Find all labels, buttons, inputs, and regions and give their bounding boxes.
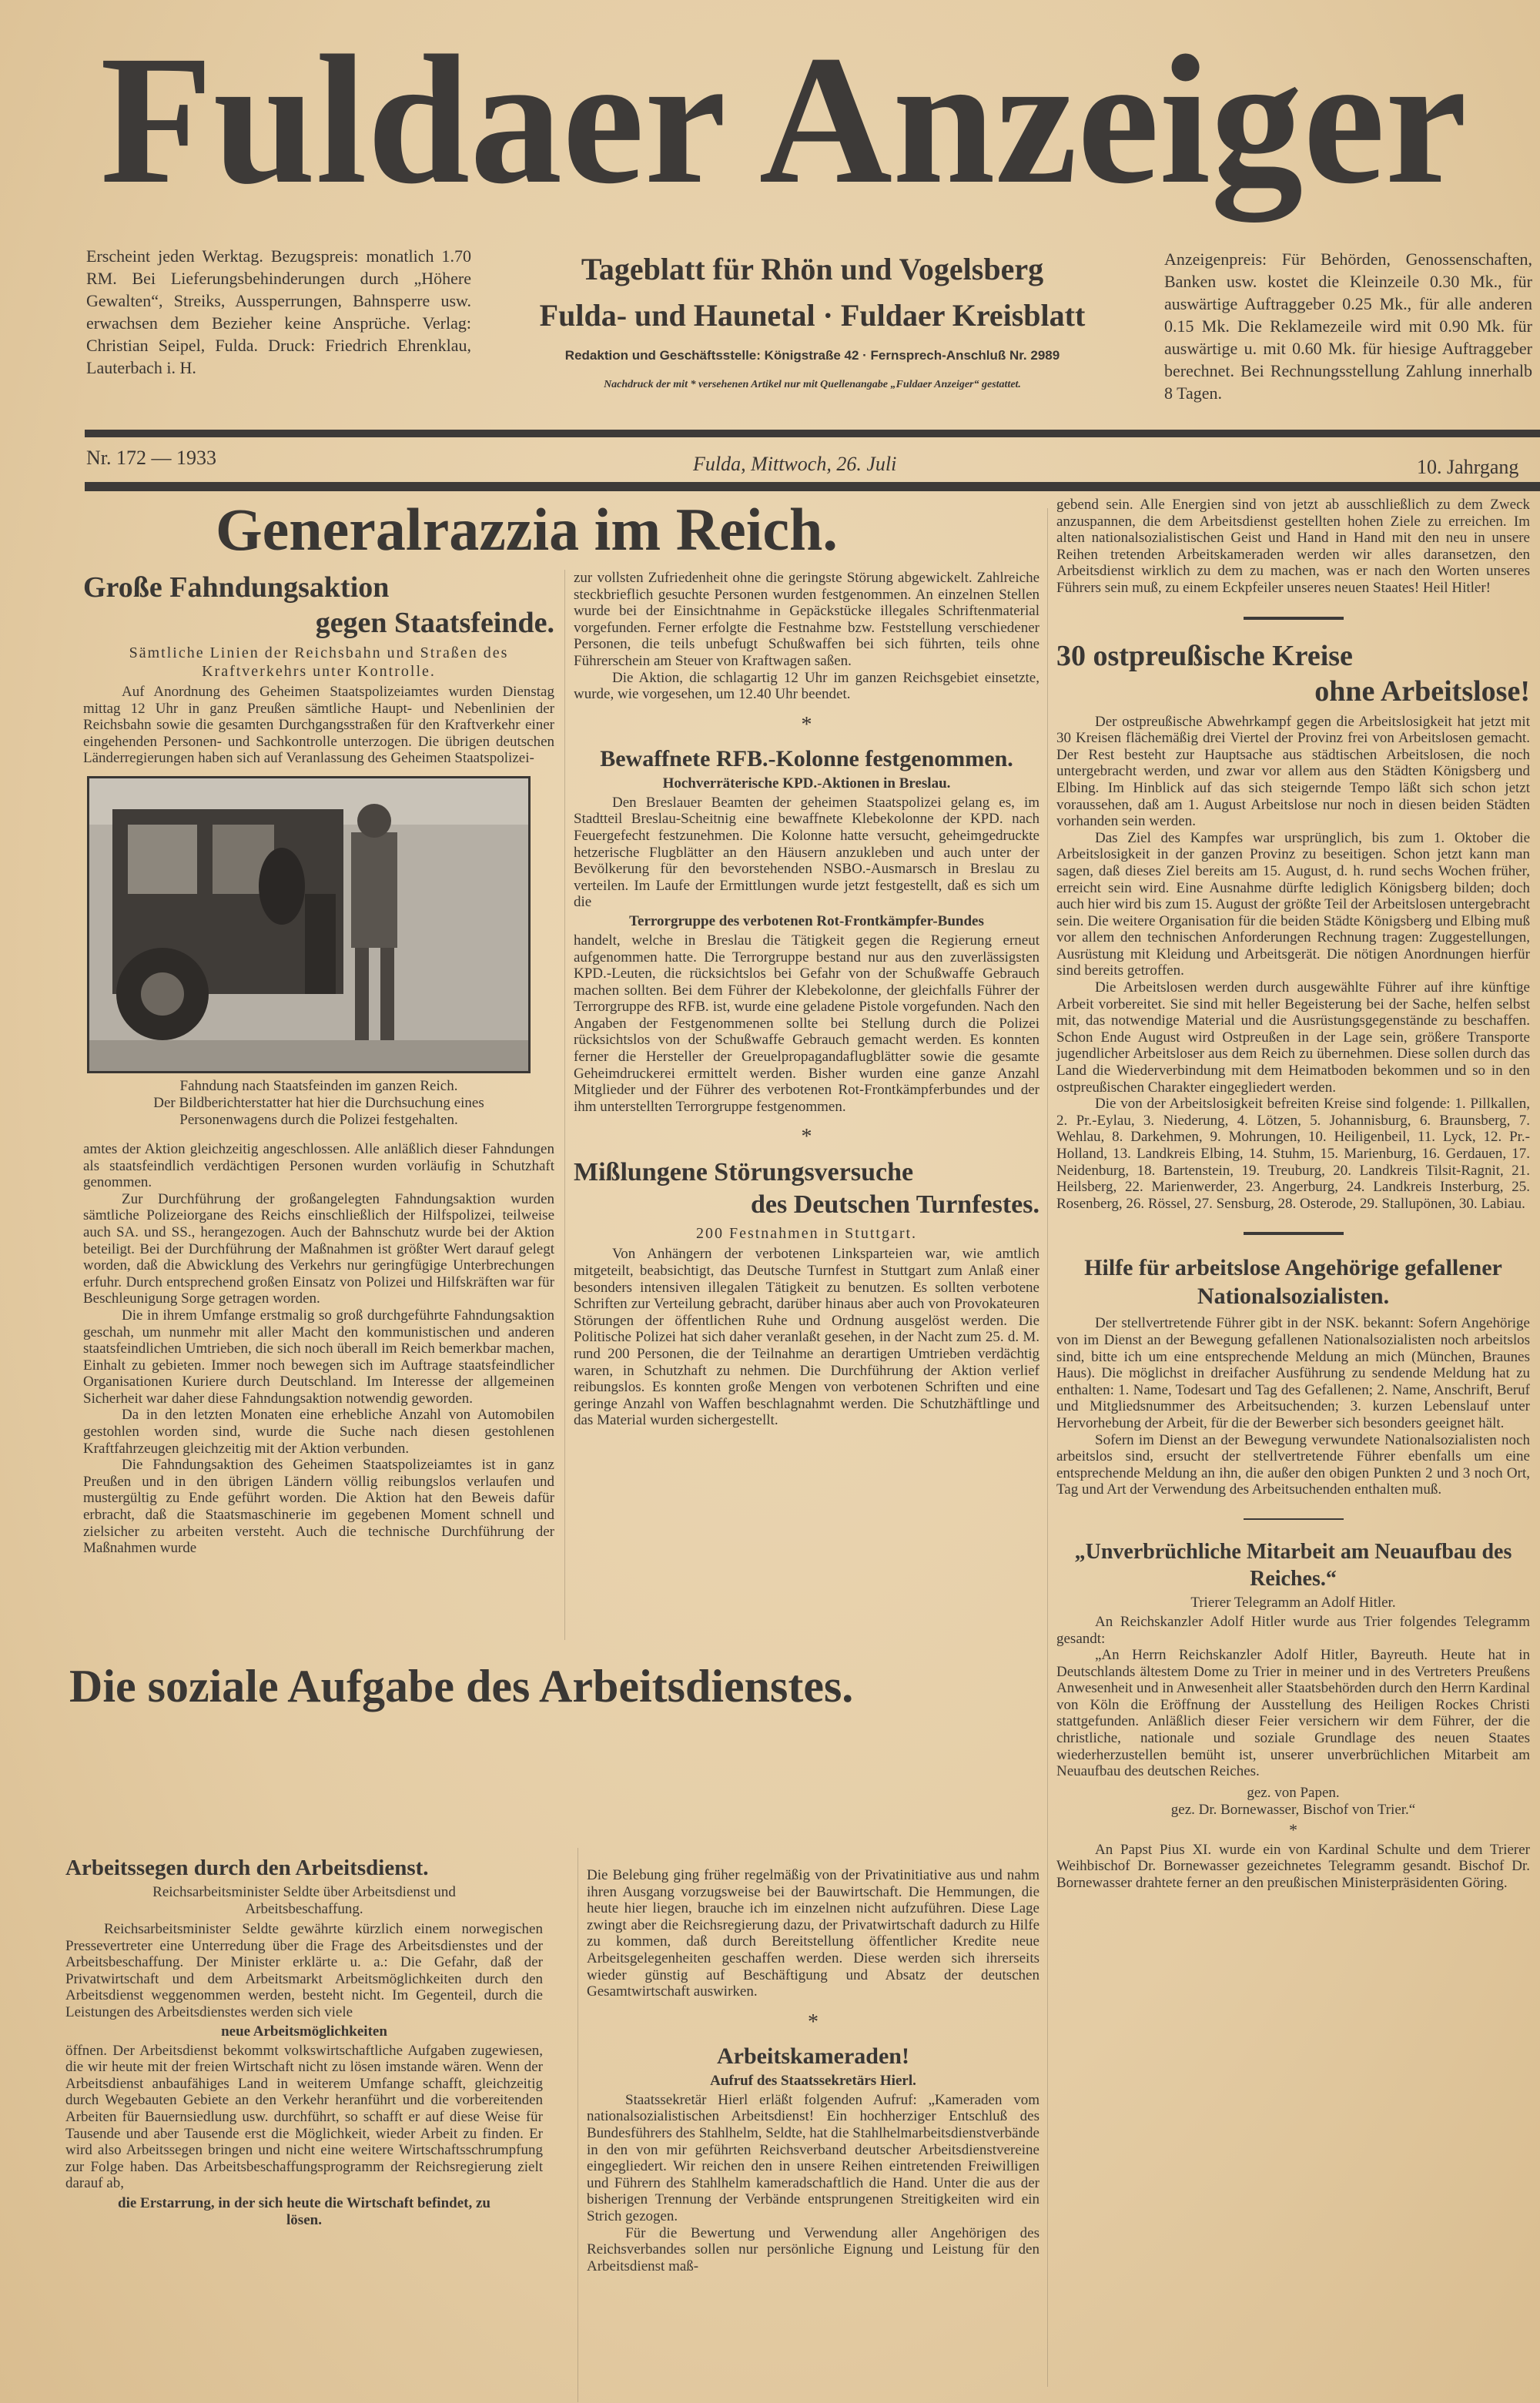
ad-prices-info: Anzeigenpreis: Für Behörden, Genossenschaften, Banken usw. kostet die Kleinzeile 0.30 Mk., für auswärtige Auftraggeber 0.25 Mk., für alle anderen 0.15 Mk. Die Reklamezeile wird mit 0.90 Mk. für auswärtige u. mit 0.60 Mk. für hiesige Auftraggeber berechnet. Bei Rechnungsstellung Zahlung innerhalb 8 Tagen.: [1164, 249, 1532, 403]
turnfest-headline-2: des Deutschen Turnfestes.: [751, 1190, 1040, 1220]
bottom-middle-column: [587, 1867, 1040, 2274]
arbeitssegen-subheading: neue Arbeitsmöglichkeiten: [221, 2023, 387, 2040]
separator-star: *: [801, 1125, 812, 1150]
dateline-rule: [85, 482, 1540, 491]
subtitle-line-1: Tageblatt für Rhön und Vogelsberg: [581, 252, 1044, 286]
kameraden-text: Staatssekretär Hierl erläßt folgenden Aufruf: „Kameraden vom nationalsozialistischen Arbeitsdienst! Ein hochherziger Entschluß des Bundesführers des Stahlhelm, Seldte, hat die Stahlhelmarbeitsdienstverbände in den von mir geführten Reichsverband deutscher Arbeitsdienstvereine eingegliedert. Wir reichen den in unsere Reihen eintretenden Freiwilligen und Führern des Stahlhelm kameradschaftlich die Hand. Unter die aus der bisherigen Trennung der Verbände entsprungenen Streitigkeiten wird ein Strich gezogen. Für die Bewertung und Verwendung aller Angehörigen des Reichsverbandes sollen nur persönliche Eignung und Leistung für den Arbeitsdienst maß-: [587, 2091, 1040, 2274]
subscription-info: Erscheint jeden Werktag. Bezugspreis: monatlich 1.70 RM. Bei Lieferungsbehinderungen durch „Höhere Gewalten“, Streiks, Aussperrungen, Bahnsperre usw. erwachsen dem Bezieher keine Ansprüche. Verlag: Christian Seipel, Fulda. Druck: Friedrich Ehrenklau, Lauterbach i. H.: [86, 246, 471, 377]
right-column: [1056, 497, 1530, 1892]
arbeitssegen-text-end: Die Belebung ging früher regelmäßig von der Privatinitiative aus und nahm ihren Ausgang vorzugsweise bei der Bauwirtschaft. Die Hemmungen, die heute hier liegen, brauche ich im einzelnen nicht aufzuführen. Diese Lage zwingt aber die Reichsregierung dazu, der Privatwirtschaft dadurch zu Hilfe zu kommen, daß durch Bereitstellung öffentlicher Kredite neue Arbeitsgelegenheiten geschaffen werden. Diese werden sich ihrerseits wieder günstig auf Beschäftigung und Absatz der deutschen Gesamtwirtschaft auswirken.: [587, 1867, 1040, 2000]
turnfest-headline-1: Mißlungene Störungsversuche: [574, 1158, 914, 1187]
column-divider: [564, 570, 565, 1640]
arbeitssegen-text: Reichsarbeitsminister Seldte gewährte kürzlich einem norwegischen Pressevertreter eine Unterredung über die Frage des Arbeitsdienstes und der Arbeitsbeschaffung. Der Minister erklärte u. a.: Die Gefahr, daß der Privatwirtschaft und dem Arbeitsmarkt Arbeitsmöglichkeiten durch den Arbeitsdienst weggenommen werden, besteht nicht. Im Gegenteil, durch die Leistungen des Arbeitsdienstes werden sich viele: [65, 1921, 543, 2020]
rfb-lead: Hochverräterische KPD.-Aktionen in Breslau.: [662, 775, 951, 792]
volume-number: 10. Jahrgang: [1417, 456, 1519, 478]
masthead-rule: [85, 430, 1540, 437]
ostpreussen-text: Der ostpreußische Abwehrkampf gegen die Arbeitslosigkeit hat jetzt mit 30 Kreisen flächemäßig drei Viertel der Provinz frei von Arbeitslosen gemacht. Der Rest besteht zur Hauptsache aus städtischen Arbeitslosen, die noch untergebracht werden, und zwar vor allem aus den Städten Königsberg und Elbing. Im Hinblick auf das sich steigernde Tempo läßt sich schon jetzt voraussehen, daß am 1. August Arbeitslose nur noch in diesen beiden Städten vorhanden sein werden. Das Ziel des Kampfes war ursprünglich, bis zum 1. Oktober die Arbeitslosigkeit in der ganzen Provinz zu beseitigen. Schon jetzt kann man sagen, daß dieses Ziel bereits am 15. August, d. h. rund sechs Wochen früher, erreicht sein wird. Eine Ausnahme dürfte lediglich Königsberg bilden; doch auch hier wird bis zum 15. August der größte Teil der Arbeitslosen untergebracht sein. Die weitere Organisation für die beiden Städte Königsberg und Elbing muß vor allem den technischen Anforderungen Rechnung tragen: Zuggestellungen, Ausrüstung mit Kleidung und Arbeitsgerät. Die nötigen Anordnungen hierfür sind bereits getroffen. Die Arbeitslosen werden durch ausgewählte Führer auf ihre künftige Arbeit vorbereitet. Sie sind mit heller Begeisterung bei der Sache, helfen selbst mit, das notwendige Material und die Ausrüstungsgegenstände zu beschaffen. Schon Ende August wird Ostpreußen in der Lage sein, größere Transporte jugendlicher Arbeitsloser aus dem Reich zu übernehmen. Diese sollen durch das Land die Wiederverbindung mit dem Heimatboden bekommen und so in den ostpreußischen Charakter eingegliedert werden. Die von der Arbeitslosigkeit befreiten Kreise sind folgende: 1. Pillkallen, 2. Pr.-Eylau, 3. Niederung, 4. Lötzen, 5. Johannisburg, 6. Braunsberg, 7. Wehlau, 8. Darkehmen, 9. Mohrungen, 10. Heiligenbeil, 11. Lyck, 12. Pr.-Holland, 13. Landkreis Elbing, 14. Stuhm, 15. Marienburg, 16. Gerdauen, 17. Neidenburg, 18. Bartenstein, 19. Treuburg, 20. Landkreis Tilsit-Ragnit, 21. Heilsberg, 22. Marienwerder, 23. Angerburg, 24. Landkreis Insterburg, 25. Rosenberg, 26. Rössel, 27. Sensburg, 28. Osterode, 29. Stallupönen, 30. Labiau.: [1056, 713, 1530, 1212]
hierl-appeal-end: gebend sein. Alle Energien sind von jetzt ab ausschließlich zu dem Zweck anzuspannen, die dem Arbeitsdienst gestellten hohen Ziele zu erreichen. Im alten nationalsozialistischen Geist und Hand in Hand mit den neu in unsere Reihen tretenden Arbeitskameraden werden wir alles daransetzen, den Arbeitsdienst wirklich zu dem zu machen, was er nach den Worten unseres Führers sein muß, zu einem Eckpfeiler unseres neuen Staates! Heil Hitler!: [1056, 497, 1530, 596]
divider-rule: [1244, 1232, 1344, 1235]
razzia-lead: Sämtliche Linien der Reichsbahn und Straßen des Kraftverkehrs unter Kontrolle.: [129, 644, 509, 680]
middle-column: [574, 570, 1040, 1429]
arbeitssegen-lead: Reichsarbeitsminister Seldte über Arbeitsdienst und Arbeitsbeschaffung.: [152, 1884, 456, 1917]
razzia-text-end: zur vollsten Zufriedenheit ohne die geringste Störung abgewickelt. Zahlreiche steckbrieflich gesuchte Personen wurden festgenommen. An einzelnen Stellen wurde bei der Einsichtnahme in Gepäckstücke illegales Schriftenmaterial vorgefunden. Ferner erfolgte die Festnahme bzw. Feststellung verschiedener Personen, die teils unbefugt Schußwaffen bei sich führten, teils ohne Führerschein am Steuer von Kraftwagen saßen. Die Aktion, die schlagartig 12 Uhr im ganzen Reichsgebiet einsetzte, wurde, wie vorgesehen, um 12.40 Uhr beendet.: [574, 570, 1040, 703]
news-photo: [87, 776, 531, 1073]
razzia-text-continued: amtes der Aktion gleichzeitig angeschlossen. Alle anläßlich dieser Fahndungen als staatsfeindlich verdächtigen Personen wurden vorläufig in Schutzhaft genommen. Zur Durchführung der großangelegten Fahndungsaktion wurden sämtliche Polizeiorgane des Reichs einschließlich der Hilfspolizei, teilweise auch SA. und SS., herangezogen. Auch der Bahnschutz wurde bei der Aktion beteiligt. Bei der Durchführung der Maßnahmen ist größter Wert darauf gelegt worden, daß die Abwicklung des Verkehrs nur geringfügige Unterbrechungen erfuhr. Durch entsprechend großen Einsatz von Polizei und Hilfskräften war für Beschleunigung Sorge getragen worden. Die in ihrem Umfange erstmalig so groß durchgeführte Fahndungsaktion geschah, um nunmehr mit aller Macht den kommunistischen und anderen staatsfeindlichen Umtrieben, die sich noch überall im Reich bemerkbar machen, Einhalt zu gebieten. Immer noch bewegen sich im Auftrage staatsfeindlicher Organisationen Kuriere durch Deutschland. Im Interesse der allgemeinen Sicherheit war daher diese Fahndungsaktion notwendig geworden. Da in den letzten Monaten eine erhebliche Anzahl von Automobilen gestohlen worden sind, wurde die Suche nach diesen gestohlenen Kraftfahrzeugen gleichzeitig mit der Aktion verbunden. Die Fahndungsaktion des Geheimen Staatspolizeiamtes ist in ganz Preußen und in den übrigen Ländern völlig reibungslos verlaufen und mustergültig zu Ende geführt worden. Die Aktion hat den Beweis dafür erbracht, daß die Staatsmaschinerie im gegebenen Moment schnell und zielsicher zu arbeiten versteht. Auch die technische Durchführung der Maßnahmen wurde: [83, 1140, 554, 1557]
address-line: Redaktion und Geschäftsstelle: Königstraße 42 · Fernsprech-Anschluß Nr. 2989: [564, 348, 1060, 363]
signature-papen: gez. von Papen.: [1247, 1784, 1340, 1801]
arbeitssegen-headline: Arbeitssegen durch den Arbeitsdienst.: [65, 1856, 429, 1880]
trier-text: An Reichskanzler Adolf Hitler wurde aus Trier folgendes Telegramm gesandt: „An Herrn Reichskanzler Adolf Hitler, Bayreuth. Heute hat in Deutschlands ältestem Dome zu Trier in meiner und in des Vertreters Preußens Anwesenheit und in Anwesenheit aller Staatsbehörden durch den Herrn Kardinal von Köln die Eröffnung der Ausstellung des Heiligen Rockes Christi stattgefunden. Anläßlich dieser Feier versichern wir dem Führer, der die christliche, nationale und soziale Grundlage des neuen Staates wiederherzustellen bemüht ist, unserer unverbrüchlichen Mitarbeit am Neuaufbau des deutschen Reiches.: [1056, 1613, 1530, 1780]
column-divider: [1047, 508, 1048, 2387]
razzia-headline-1: Große Fahndungsaktion: [83, 571, 390, 604]
subtitle-line-2: Fulda- und Haunetal · Fuldaer Kreisblatt: [539, 298, 1086, 333]
kameraden-headline: Arbeitskameraden!: [717, 2043, 909, 2069]
signature-bornewasser: gez. Dr. Bornewasser, Bischof von Trier.“: [1170, 1801, 1416, 1818]
issue-number: Nr. 172 — 1933: [86, 447, 216, 469]
car-search-photo: [89, 778, 528, 1071]
main-headline: Generalrazzia im Reich.: [216, 496, 838, 563]
arbeitssegen-closing: die Erstarrung, in der sich heute die Wirtschaft befindet, zu lösen.: [118, 2194, 490, 2228]
hilfe-text: Der stellvertretende Führer gibt in der NSK. bekannt: Sofern Angehörige von im Dienst an der Bewegung gefallenen Nationalsozialisten noch arbeitslos sind, bitte ich um eine entsprechende Meldung an mich (München, Braunes Haus). Die möglichst in dreifacher Ausführung zu sendende Meldung hat zu enthalten: 1. Name, Todesart und Tag des Gefallenen; 2. Name, Anschrift, Beruf und Mitgliedsnummer des Arbeitsuchenden; 3. kurzen Lebenslauf unter Hervorhebung der Arbeit, für die der Bewerber sich besonders geeignet hält. Sofern im Dienst an der Bewegung verwundete Nationalsozialisten noch arbeitslos sind, ersucht der stellvertretende Führer ebenfalls um eine entsprechende Meldung an ihn, die außer den obigen Punkten 2 und 3 noch Ort, Tag und Art der Verwendung des Arbeitsuchenden enthalten muß.: [1056, 1315, 1530, 1498]
separator-star: *: [801, 712, 812, 737]
separator-star: *: [1289, 1819, 1297, 1839]
newspaper-title: Fuldaer Anzeiger: [100, 17, 1468, 222]
ostpreussen-headline-1: 30 ostpreußische Kreise: [1056, 639, 1353, 672]
photo-caption-text: Der Bildberichterstatter hat hier die Durchsuchung eines Personenwagens durch die Polizei festgehalten.: [153, 1094, 484, 1128]
reprint-note: Nachdruck der mit * versehenen Artikel nur mit Quellenangabe „Fuldaer Anzeiger“ gestattet.: [604, 379, 1021, 390]
ostpreussen-headline-2: ohne Arbeitslose!: [1314, 674, 1530, 708]
photo-caption-title: Fahndung nach Staatsfeinden im ganzen Reich.: [179, 1077, 458, 1094]
arbeitssegen-text-continued: öffnen. Der Arbeitsdienst bekommt volkswirtschaftliche Aufgaben zugewiesen, die wir heute mit der freien Wirtschaft nicht zu lösen imstande wären. Wenn der Arbeitsdienst anbaufähiges Land in weiterem Umfange schafft, gleichzeitig durch Wegebauten Gebiete an den Verkehr heranführt und die vorbereitenden Arbeiten für Bauernsiedlung usw. durchführt, so schafft er auf diese Weise für Tausende und aber Tausende erst die Möglichkeit, wieder Arbeit zu finden. Er wird also Arbeitssegen bringen und nicht eine weitere Wirtschaftsschrumpfung zur Folge haben. Das Arbeitsbeschaffungsprogramm der Reichsregierung zielt darauf ab,: [65, 2042, 543, 2192]
issue-date: Fulda, Mittwoch, 26. Juli: [693, 453, 897, 475]
bottom-left-column: [65, 1854, 543, 2232]
papst-telegram-text: An Papst Pius XI. wurde ein von Kardinal Schulte und dem Trierer Weihbischof Dr. Bornewasser gezeichnetes Telegramm gesandt. Bischof Dr. Bornewasser drahtete ferner an den preußischen Ministerpräsidenten Göring.: [1056, 1841, 1530, 1892]
turnfest-lead: 200 Festnahmen in Stuttgart.: [695, 1225, 918, 1243]
rfb-text-continued: handelt, welche in Breslau die Tätigkeit gegen die Regierung erneut aufgenommen hatte. Die Terrorgruppe bestand nur aus den zuverlässigsten KPD.-Leuten, die rücksichtslos bei Gefahr von der Schußwaffe Gebrauch machen sollten. Bei dem Führer der Klebekolonne, der gleichfalls Führer der Terrorgruppe des RFB. ist, wurde eine geladene Pistole vorgefunden. Nach den Angaben der Festgenommenen sollte bei Stellung durch die Polizei rücksichtslos von der Schußwaffe Gebrauch gemacht werden. Es konnten ferner die Hersteller der Greuelpropagandaflugblätter sowie die gesamte Geheimdruckerei ermittelt werden. Bisher wurden eine ganze Anzahl Mitglieder und der Führer des verbotenen Rot-Frontkämpferbundes und der ihm unterstellten Terrorgruppe festgenommen.: [574, 932, 1040, 1115]
separator-star: *: [808, 2010, 819, 2034]
divider-rule: [1244, 617, 1344, 620]
razzia-text: Auf Anordnung des Geheimen Staatspolizeiamtes wurden Dienstag mittag 12 Uhr in ganz Preußen sämtliche Haupt- und Nebenlinien der Reichsbahn sowie die gesamten Durchgangsstraßen für den Kraftverkehr einer eingehenden Personen- und Sachkontrolle unterzogen. Die übrigen deutschen Länderregierungen haben sich auf Veranlassung des Geheimen Staatspolizei-: [83, 684, 554, 767]
trier-headline: „Unverbrüchliche Mitarbeit am Neuaufbau des Reiches.“: [1074, 1539, 1512, 1591]
trier-lead: Trierer Telegramm an Adolf Hitler.: [1190, 1594, 1396, 1611]
second-headline: Die soziale Aufgabe des Arbeitsdienstes.: [69, 1661, 854, 1712]
turnfest-text: Von Anhängern der verbotenen Linksparteien war, wie amtlich mitgeteilt, beabsichtigt, das Deutsche Turnfest in Stuttgart zum Anlaß einer besonders intensiven illegalen Tätigkeit zu benutzen. Es sollten verbotene Schriften zur Verteilung gebracht, darüber hinaus aber auch von Provokateuren Störungen der öffentlichen Ruhe und Ordnung ausgelöst werden. Die Politische Polizei hat sich daher veranlaßt gesehen, in der Nacht zum 25. d. M. rund 200 Personen, die der Teilnahme an derartigen Umtrieben verdächtig waren, in Schutzhaft zu nehmen. Die Durchführung der Aktion verlief reibungslos. Es konnten große Mengen von verbotenen Schriften und eine geringe Anzahl von Waffen beschlagnahmt werden. Die Schutzhäftlinge und das Material wurden sichergestellt.: [574, 1246, 1040, 1429]
kameraden-lead: Aufruf des Staatssekretärs Hierl.: [710, 2072, 916, 2089]
rfb-subheading: Terrorgruppe des verbotenen Rot-Frontkämpfer-Bundes: [629, 912, 984, 929]
left-column: [83, 570, 554, 1557]
hilfe-headline: Hilfe für arbeitslose Angehörige gefallener Nationalsozialisten.: [1084, 1255, 1502, 1310]
rfb-headline: Bewaffnete RFB.-Kolonne festgenommen.: [600, 745, 1013, 771]
rfb-text: Den Breslauer Beamten der geheimen Staatspolizei gelang es, im Stadtteil Breslau-Scheitnig eine bewaffnete Klebekolonne der KPD. nach Feuergefecht festzunehmen. Die Kolonne hatte versucht, geheimgedruckte hetzerische Flugblätter an den Häusern anzukleben und auch unter der Bevölkerung für den bevorstehenden NSBO.-Ausmarsch in Breslau zu verteilen. Im Laufe der Ermittlungen wurde jetzt festgestellt, daß es sich um die: [574, 794, 1040, 911]
divider-rule: [1244, 1518, 1344, 1520]
razzia-headline-2: gegen Staatsfeinde.: [315, 607, 554, 639]
